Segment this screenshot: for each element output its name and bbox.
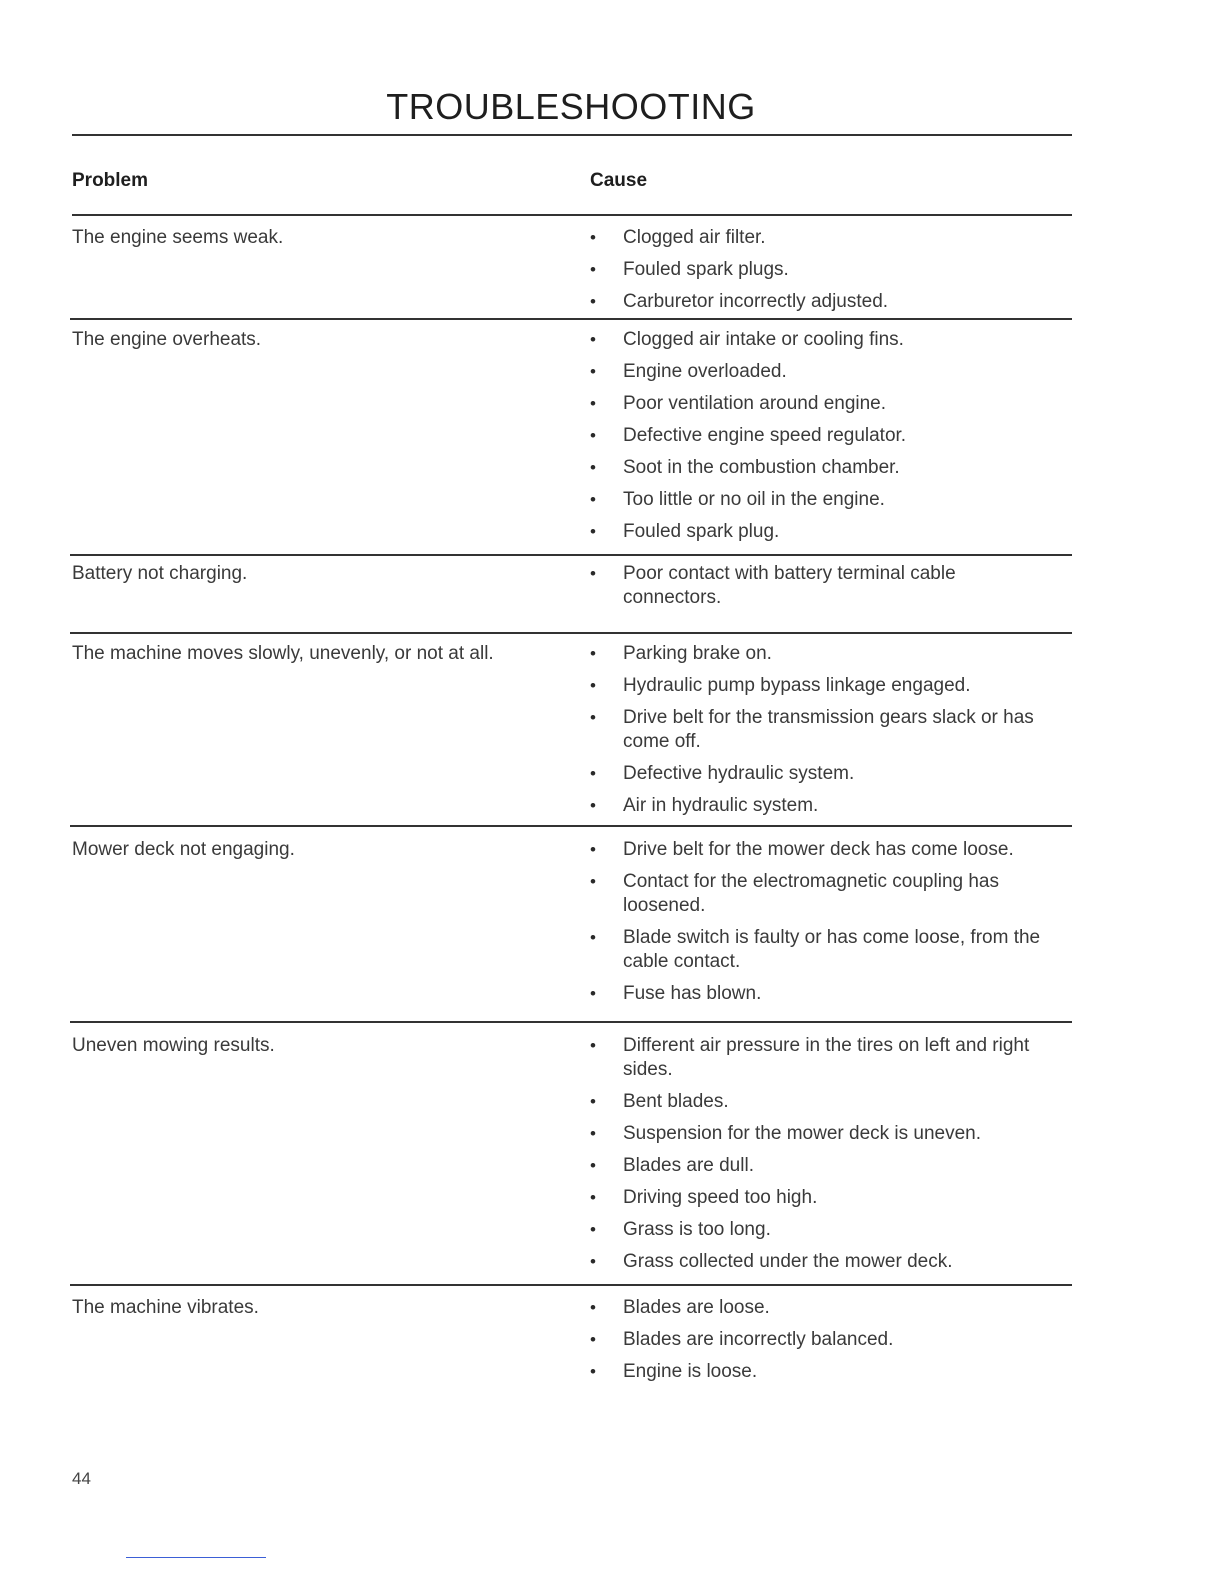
- cause-item: • Defective hydraulic system.: [590, 763, 855, 784]
- table-row: [70, 328, 1072, 556]
- problem-text: The machine vibrates.: [72, 1297, 259, 1318]
- cause-item: • Contact for the electromagnetic coupling has loosened.: [590, 871, 999, 916]
- cause-item: • Different air pressure in the tires on left and right sides.: [590, 1035, 1030, 1080]
- problem-text: Battery not charging.: [72, 563, 248, 584]
- cause-item: • Parking brake on.: [590, 643, 772, 664]
- bullet-icon: •: [590, 362, 596, 381]
- page-title: TROUBLESHOOTING: [386, 86, 756, 127]
- cause-item: • Fouled spark plug.: [590, 521, 780, 542]
- problem-text: The machine moves slowly, unevenly, or not at all.: [72, 643, 494, 664]
- cause-item: • Poor ventilation around engine.: [590, 393, 887, 414]
- bullet-icon: •: [590, 394, 596, 413]
- cause-item: • Blade switch is faulty or has come loose, from the cable contact.: [590, 927, 1041, 972]
- table-row: [70, 562, 1072, 634]
- problem-text: The engine seems weak.: [72, 227, 284, 248]
- cause-item: • Air in hydraulic system.: [590, 795, 819, 816]
- cause-item: • Blades are loose.: [590, 1297, 770, 1318]
- cause-item: • Blades are incorrectly balanced.: [590, 1329, 894, 1350]
- cause-list: [590, 838, 1052, 1014]
- bullet-icon: •: [590, 1036, 596, 1055]
- bullet-icon: •: [590, 1220, 596, 1239]
- bullet-icon: •: [590, 1156, 596, 1175]
- bullet-icon: •: [590, 928, 596, 947]
- cause-item: • Hydraulic pump bypass linkage engaged.: [590, 675, 971, 696]
- cause-item: • Grass collected under the mower deck.: [590, 1251, 953, 1272]
- cause-item: • Drive belt for the transmission gears slack or has come off.: [590, 707, 1034, 752]
- bullet-icon: •: [590, 708, 596, 727]
- bullet-icon: •: [590, 522, 596, 541]
- cause-item: • Carburetor incorrectly adjusted.: [590, 291, 889, 312]
- problem-text: Mower deck not engaging.: [72, 839, 295, 860]
- bullet-icon: •: [590, 260, 596, 279]
- cause-item: • Drive belt for the mower deck has come loose.: [590, 839, 1014, 860]
- cause-list: [590, 226, 1052, 322]
- cause-list: [590, 642, 1052, 826]
- bullet-icon: •: [590, 840, 596, 859]
- bullet-icon: •: [590, 872, 596, 891]
- cause-item: • Clogged air intake or cooling fins.: [590, 329, 904, 350]
- cause-column-header: Cause: [590, 170, 648, 191]
- bullet-icon: •: [590, 1124, 596, 1143]
- cause-item: • Grass is too long.: [590, 1219, 771, 1240]
- cause-list: [590, 1034, 1052, 1282]
- title-divider: [72, 134, 1072, 136]
- cause-item: • Defective engine speed regulator.: [590, 425, 907, 446]
- cause-item: • Suspension for the mower deck is uneven.: [590, 1123, 982, 1144]
- bullet-icon: •: [590, 330, 596, 349]
- cause-item: • Bent blades.: [590, 1091, 729, 1112]
- bullet-icon: •: [590, 228, 596, 247]
- bullet-icon: •: [590, 644, 596, 663]
- bullet-icon: •: [590, 1092, 596, 1111]
- bullet-icon: •: [590, 1188, 596, 1207]
- problem-text: The engine overheats.: [72, 329, 262, 350]
- table-row: [70, 226, 1072, 320]
- table-row: [70, 838, 1072, 1023]
- cause-item: • Poor contact with battery terminal cable connectors.: [590, 563, 956, 608]
- bullet-icon: •: [590, 458, 596, 477]
- page-number: 44: [72, 1469, 91, 1488]
- bullet-icon: •: [590, 564, 596, 583]
- cause-item: • Blades are dull.: [590, 1155, 754, 1176]
- cause-list: [590, 328, 1052, 552]
- problem-text: Uneven mowing results.: [72, 1035, 275, 1056]
- cause-item: • Fouled spark plugs.: [590, 259, 789, 280]
- bullet-icon: •: [590, 1298, 596, 1317]
- bullet-icon: •: [590, 984, 596, 1003]
- table-row: [70, 642, 1072, 827]
- bullet-icon: •: [590, 676, 596, 695]
- table-row: [70, 1296, 1072, 1406]
- table-header: [72, 168, 1072, 216]
- bullet-icon: •: [590, 292, 596, 311]
- cause-item: • Engine overloaded.: [590, 361, 787, 382]
- bullet-icon: •: [590, 426, 596, 445]
- table-row: [70, 1034, 1072, 1286]
- cause-item: • Soot in the combustion chamber.: [590, 457, 900, 478]
- bullet-icon: •: [590, 1330, 596, 1349]
- bullet-icon: •: [590, 1252, 596, 1271]
- cause-list: [590, 562, 1052, 618]
- footer-link-underline: [126, 1557, 266, 1558]
- bullet-icon: •: [590, 1362, 596, 1381]
- bullet-icon: •: [590, 796, 596, 815]
- cause-item: • Fuse has blown.: [590, 983, 762, 1004]
- bullet-icon: •: [590, 490, 596, 509]
- cause-item: • Clogged air filter.: [590, 227, 766, 248]
- problem-column-header: Problem: [72, 170, 149, 191]
- cause-item: • Too little or no oil in the engine.: [590, 489, 885, 510]
- cause-item: • Engine is loose.: [590, 1361, 758, 1382]
- cause-item: • Driving speed too high.: [590, 1187, 818, 1208]
- cause-list: [590, 1296, 1052, 1392]
- bullet-icon: •: [590, 764, 596, 783]
